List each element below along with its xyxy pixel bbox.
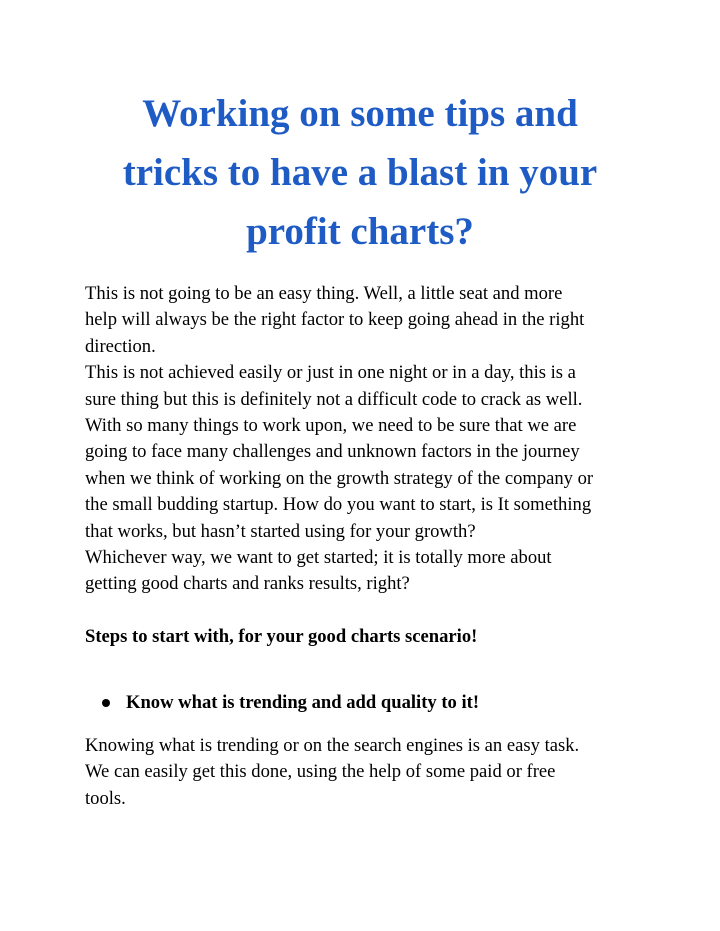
trending-line: tools. bbox=[85, 787, 126, 809]
trending-paragraph bbox=[85, 733, 685, 812]
bullet-item-text: Know what is trending and add quality to it! bbox=[126, 692, 480, 713]
intro-line: This is not going to be an easy thing. Well, a little seat and more bbox=[85, 283, 563, 304]
intro-line: direction. bbox=[85, 335, 156, 357]
intro-line: With so many things to work upon, we need to be sure that we are bbox=[85, 415, 577, 437]
document-title bbox=[60, 84, 660, 261]
intro-line: Whichever way, we want to get started; it is totally more about bbox=[85, 547, 552, 569]
intro-line: help will always be the right factor to keep going ahead in the right bbox=[85, 309, 585, 331]
steps-heading: Steps to start with, for your good charts scenario! bbox=[85, 626, 478, 647]
bullet-list-item bbox=[102, 690, 479, 716]
intro-line: that works, but hasn’t started using for your growth? bbox=[85, 520, 476, 542]
intro-line: when we think of working on the growth strategy of the company or bbox=[85, 467, 594, 489]
trending-line: We can easily get this done, using the help of some paid or free bbox=[85, 761, 556, 783]
title-line: profit charts? bbox=[246, 210, 474, 253]
title-line: tricks to have a blast in your bbox=[122, 151, 598, 194]
trending-line: Knowing what is trending or on the search engines is an easy task. bbox=[85, 735, 580, 756]
intro-line: This is not achieved easily or just in one night or in a day, this is a bbox=[85, 362, 576, 384]
intro-line: getting good charts and ranks results, right? bbox=[85, 573, 410, 595]
intro-line: going to face many challenges and unknown factors in the journey bbox=[85, 441, 580, 463]
intro-line: sure thing but this is definitely not a difficult code to crack as well. bbox=[85, 388, 583, 410]
intro-paragraph bbox=[85, 281, 685, 598]
bullet-dot-icon bbox=[102, 699, 110, 707]
intro-line: the small budding startup. How do you want to start, is It something bbox=[85, 494, 592, 516]
title-line: Working on some tips and bbox=[142, 92, 578, 135]
